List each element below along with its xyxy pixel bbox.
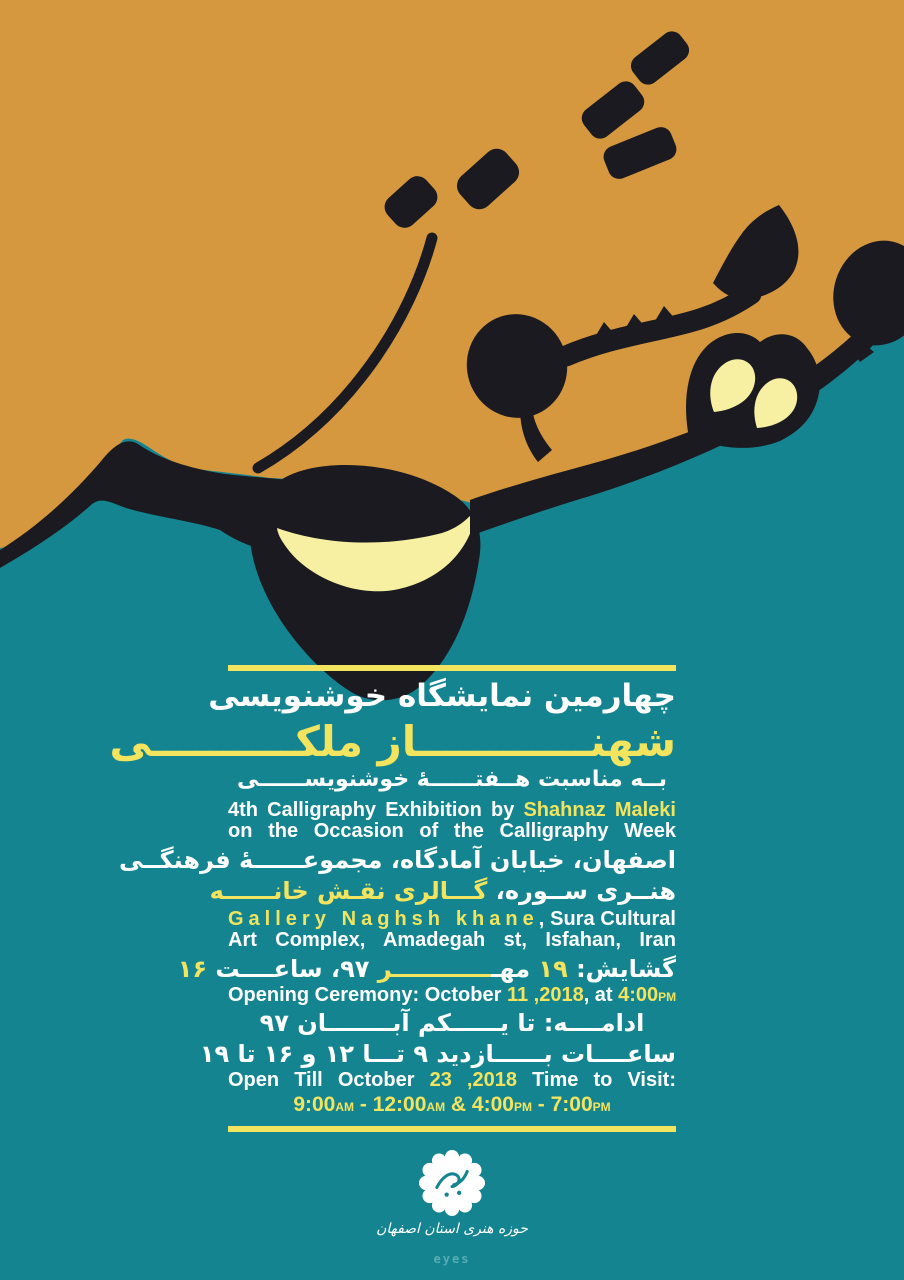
visit-hours-en: [228, 1093, 676, 1119]
exhibition-title-en-text: 4th Calligraphy Exhibition by: [228, 798, 524, 821]
opening-en-meridiem: PM: [658, 990, 677, 1005]
bottom-divider-line: [228, 1126, 676, 1132]
top-divider-line: [228, 665, 676, 671]
opening-fa-label: گشایش:: [567, 954, 676, 983]
gallery-line-en: [228, 909, 676, 930]
artist-name-en: Shahnaz Maleki: [523, 798, 676, 821]
gallery-name-fa: گـــالری نقـش خانــــــه: [209, 876, 488, 905]
footer: [0, 1150, 904, 1266]
occasion-en: on the Occasion of the Calligraphy Week: [228, 819, 676, 842]
hours-s4: PM: [592, 1100, 611, 1115]
continue-line-fa: ادامــــه: تا یــــــکم آبــــــــان ۹۷: [259, 1009, 645, 1038]
exhibition-title-fa: چهارمین نمایشگاه خوشنویسی: [208, 678, 676, 714]
gallery-line-en-white: , Sura Cultural: [538, 907, 676, 930]
hours-t1: 9:00: [293, 1093, 336, 1117]
opening-en-time: 4:00: [618, 984, 659, 1007]
opening-fa-kashida: ــــــــــــر: [369, 954, 492, 983]
opening-fa-day: ۱۹: [538, 954, 568, 983]
hozeh-honari-logo: [419, 1150, 485, 1216]
opening-line-fa: [177, 954, 676, 985]
hours-t2: - 12:00: [354, 1093, 427, 1117]
hours-t5: - 7:00: [531, 1093, 593, 1117]
info-column: [109, 665, 677, 1132]
exhibition-title-en: [228, 800, 676, 821]
open-till-label: Open Till October: [228, 1069, 430, 1092]
occasion-fa: بــه مناسبت هــفتــــــهٔ خوشنویســــــی: [236, 766, 668, 792]
eyes-watermark-logo: eyes: [433, 1252, 471, 1266]
opening-fa-month: مهـ: [491, 954, 539, 983]
address-line2-fa: [209, 876, 676, 907]
logo-caption: حوزه هنری استان اصفهان: [376, 1221, 528, 1237]
opening-en-date: 11 ,2018: [506, 984, 584, 1007]
opening-fa-hour: ۱۶: [177, 954, 208, 983]
hours-t3: &: [445, 1093, 472, 1117]
opening-fa-year-time: ۹۷، ساعــــت: [207, 954, 370, 983]
artist-name-fa: شهنــــــــــــاز ملکــــــــــی: [109, 716, 676, 766]
address-line2-fa-white: هنــری ســوره،: [487, 876, 676, 905]
opening-line-en: [228, 985, 676, 1008]
opening-en-at: , at: [583, 984, 619, 1007]
hours-s3: PM: [513, 1100, 532, 1115]
opening-en-label: Opening Ceremony: October: [228, 984, 507, 1007]
hours-t4: 4:00: [471, 1093, 514, 1117]
open-till-date: 23 ,2018: [429, 1069, 517, 1092]
address-line1-fa: اصفهان، خیابان آمادگاه، مجموعــــــهٔ فرهنگــی: [118, 845, 676, 874]
open-till-suffix: Time to Visit:: [516, 1069, 676, 1092]
hours-s2: AM: [426, 1100, 446, 1115]
open-till-line-en: [228, 1070, 676, 1091]
address-en: Art Complex, Amadegah st, Isfahan, Iran: [228, 928, 676, 951]
visit-hours-fa: ساعــــات بــــــازدید ۹ تـــا ۱۲ و ۱۶ تا ۱۹: [199, 1040, 676, 1069]
hours-s1: AM: [335, 1100, 355, 1115]
gallery-name-en: Gallery Naghsh khane: [228, 907, 539, 930]
